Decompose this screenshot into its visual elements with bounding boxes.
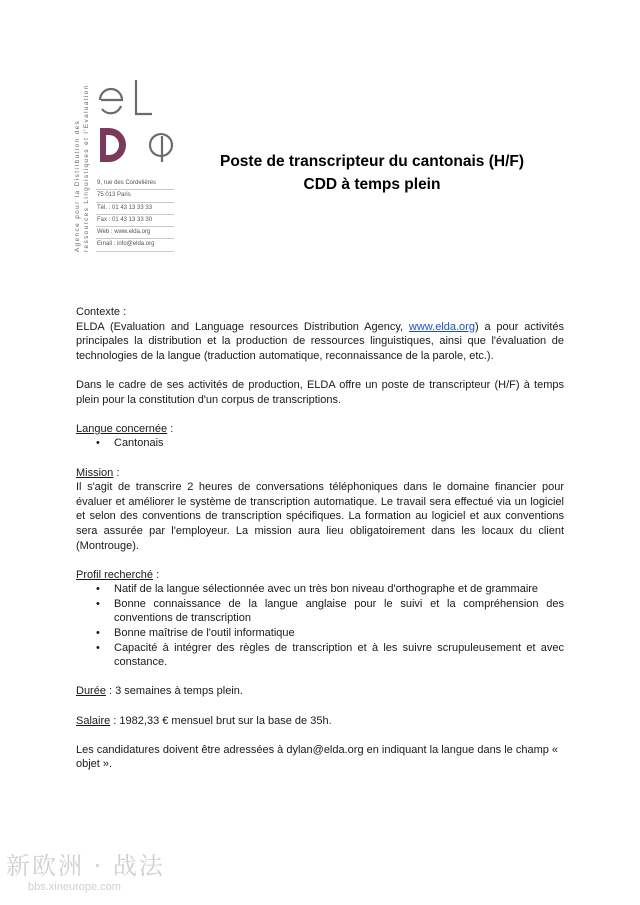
- contexte-heading: Contexte :: [76, 306, 127, 318]
- profil-heading: [76, 568, 564, 583]
- salaire-text: : 1982,33 € mensuel brut sur la base de 35h.: [110, 714, 332, 727]
- watermark-brand: 新欧洲 · 战法: [6, 852, 165, 880]
- contact-block: [96, 178, 174, 252]
- contexte-text-2: ) a pour activités principales la distribution et la production de ressources linguistiques, ainsi que l'évaluation de technologies de la langue (traduction automatique, reconnaissance de la parole, etc.).: [76, 320, 564, 362]
- list-item: • Bonne connaissance de la langue anglaise pour le suivi et la compréhension des conventions de transcription: [76, 597, 564, 626]
- mission-suffix: :: [113, 466, 120, 479]
- contact-address: 9, rue des Cordelières: [96, 178, 174, 190]
- watermark: [6, 852, 206, 894]
- list-item: • Bonne maîtrise de l'outil informatique: [76, 626, 564, 641]
- elda-logo: [96, 72, 176, 172]
- langue-list: [76, 436, 564, 451]
- elda-website-link[interactable]: www.elda.org: [408, 320, 475, 333]
- document-body: [76, 305, 564, 772]
- letterhead: [74, 72, 184, 252]
- contact-web: Web : www.elda.org: [96, 227, 174, 239]
- list-item: • Natif de la langue sélectionnée avec un très bon niveau d'orthographe et de grammaire: [76, 582, 564, 597]
- duree-text: : 3 semaines à temps plein.: [105, 685, 243, 698]
- duree-line: [76, 684, 564, 699]
- langue-label: Langue concernée: [76, 422, 168, 435]
- contact-fax: Fax : 01 43 13 33 30: [96, 215, 174, 227]
- agency-name-vertical: [74, 72, 98, 252]
- agency-name-line-1: Agence pour la Distribution des: [74, 119, 81, 252]
- contexte-text-1: ELDA (Evaluation and Language resources Distribution Agency,: [76, 320, 409, 333]
- contact-city: 75 013 Paris: [96, 190, 174, 202]
- salaire-label: Salaire: [76, 714, 111, 727]
- profil-suffix: :: [153, 568, 160, 581]
- langue-suffix: :: [167, 422, 174, 435]
- langue-heading: [76, 422, 564, 437]
- mission-paragraph: Il s'agit de transcrire 2 heures de conversations téléphoniques dans le domaine financier pour évaluer et améliorer le système de transcription automatique. Le travail sera effectué via un logiciel et selon des conventions de transcription spécifiques. La formation au logiciel et aux conventions sera assurée par l'employeur. La mission aura lieu obligatoirement dans les locaux du client (Montrouge).: [76, 481, 564, 552]
- title-line-1: Poste de transcripteur du cantonais (H/F): [219, 153, 525, 170]
- salaire-line: [76, 714, 564, 729]
- cadre-paragraph: Dans le cadre de ses activités de production, ELDA offre un poste de transcripteur (H/F) à temps plein pour la constitution d'un corpus de transcriptions.: [76, 378, 564, 406]
- duree-label: Durée: [76, 685, 106, 698]
- contact-phone: Tél. : 01 43 13 33 33: [96, 203, 174, 215]
- contact-email: Email : info@elda.org: [96, 239, 174, 251]
- agency-name-line-2: ressources Linguistiques et l'Evaluation: [83, 84, 90, 252]
- title-line-2: CDD à temps plein: [303, 176, 441, 193]
- list-item: • Cantonais: [76, 436, 564, 451]
- mission-label: Mission: [76, 466, 114, 479]
- watermark-url: bbs.xineurope.com: [28, 881, 121, 893]
- contexte-paragraph: [76, 320, 564, 364]
- profil-list: [76, 582, 564, 670]
- profil-label: Profil recherché: [76, 568, 154, 581]
- candidatures-paragraph: Les candidatures doivent être adressées à dylan@elda.org en indiquant la langue dans le champ « objet ».: [76, 743, 559, 771]
- mission-heading: [76, 466, 564, 481]
- document-title: [192, 150, 552, 196]
- list-item: • Capacité à intégrer des règles de transcription et à les suivre scrupuleusement et avec constance.: [76, 641, 564, 670]
